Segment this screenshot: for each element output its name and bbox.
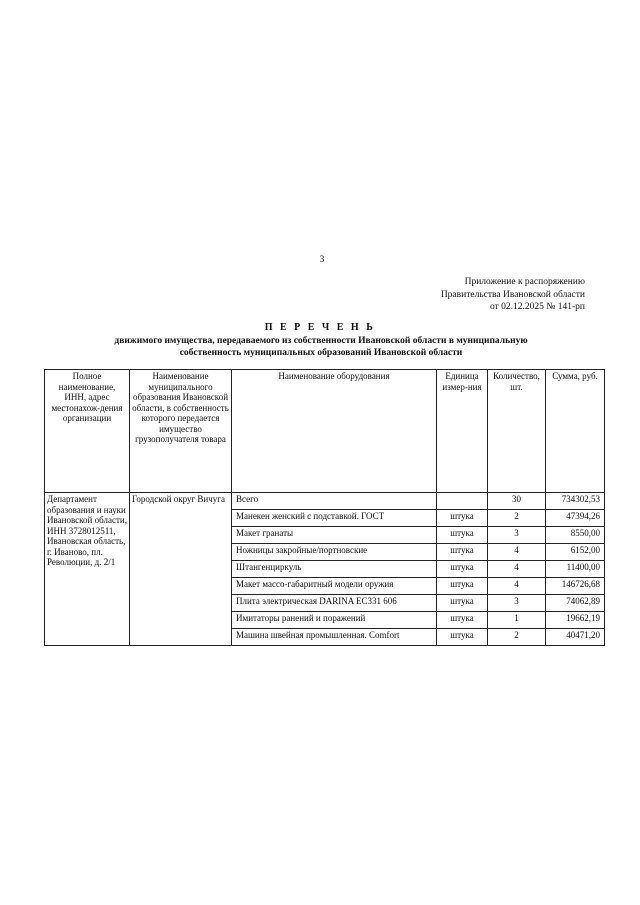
quantity-cell: 2: [488, 510, 546, 527]
sum-cell: 19662,19: [546, 612, 605, 629]
unit-cell: [437, 493, 488, 510]
header-equipment: Наименование оборудования: [232, 370, 437, 493]
unit-cell: штука: [437, 561, 488, 578]
quantity-cell: 1: [488, 612, 546, 629]
header-quantity: Количество, шт.: [488, 370, 546, 493]
equipment-cell: Ножницы закройные/портновские: [232, 544, 437, 561]
sum-cell: 6152,00: [546, 544, 605, 561]
equipment-cell: Всего: [232, 493, 437, 510]
equipment-cell: Имитаторы ранений и поражений: [232, 612, 437, 629]
quantity-cell: 3: [488, 595, 546, 612]
quantity-cell: 4: [488, 578, 546, 595]
header-municipality: Наименование муниципального образования Ивановской области, в собственность которого передается имущество грузополучателя товара: [130, 370, 232, 493]
table-header-row: [45, 370, 605, 493]
appendix-line-3: от 02.12.2025 № 141-рп: [490, 302, 585, 312]
table-body: [45, 493, 605, 646]
quantity-cell: 4: [488, 561, 546, 578]
header-unit: Единица измер-ния: [437, 370, 488, 493]
document-subtitle: движимого имущества, передаваемого из собственности Ивановской области в муниципальную собственность муниципальных образований Ивановской области: [114, 336, 528, 358]
header-org: Полное наименование, ИНН, адрес местонахож-дения организации: [45, 370, 130, 493]
sum-cell: 8550,00: [546, 527, 605, 544]
sum-cell: 146726,68: [546, 578, 605, 595]
unit-cell: штука: [437, 629, 488, 646]
unit-cell: штука: [437, 527, 488, 544]
equipment-cell: Машина швейная промышленная. Comfort: [232, 629, 437, 646]
org-cell: Департамент образования и науки Ивановской области, ИНН 3728012511, Ивановская область, г. Иваново, пл. Революции, д. 2/1: [45, 493, 130, 646]
equipment-cell: Манекен женский с подставкой. ГОСТ: [232, 510, 437, 527]
sum-cell: 74062,89: [546, 595, 605, 612]
header-sum: Сумма, руб.: [546, 370, 605, 493]
unit-cell: штука: [437, 510, 488, 527]
equipment-cell: Макет гранаты: [232, 527, 437, 544]
equipment-cell: Плита электрическая DARINA EC331 606: [232, 595, 437, 612]
sum-cell: 40471,20: [546, 629, 605, 646]
municipality-cell: Городской округ Вичуга: [130, 493, 232, 646]
equipment-cell: Штангенциркуль: [232, 561, 437, 578]
unit-cell: штука: [437, 544, 488, 561]
quantity-cell: 30: [488, 493, 546, 510]
document-title: П Е Р Е Ч Е Н Ь: [264, 322, 376, 333]
unit-cell: штука: [437, 612, 488, 629]
table-row: [45, 493, 605, 510]
appendix-line-1: Приложение к распоряжению: [464, 277, 585, 287]
appendix-note: [441, 276, 585, 314]
sum-cell: 11400,00: [546, 561, 605, 578]
property-table: [44, 369, 605, 646]
sum-cell: 734302,53: [546, 493, 605, 510]
appendix-line-2: Правительства Ивановской области: [440, 289, 585, 300]
page-number: 3: [319, 255, 325, 265]
quantity-cell: 2: [488, 629, 546, 646]
sum-cell: 47394,26: [546, 510, 605, 527]
quantity-cell: 4: [488, 544, 546, 561]
quantity-cell: 3: [488, 527, 546, 544]
unit-cell: штука: [437, 595, 488, 612]
equipment-cell: Макет массо-габаритный модели оружия: [232, 578, 437, 595]
unit-cell: штука: [437, 578, 488, 595]
